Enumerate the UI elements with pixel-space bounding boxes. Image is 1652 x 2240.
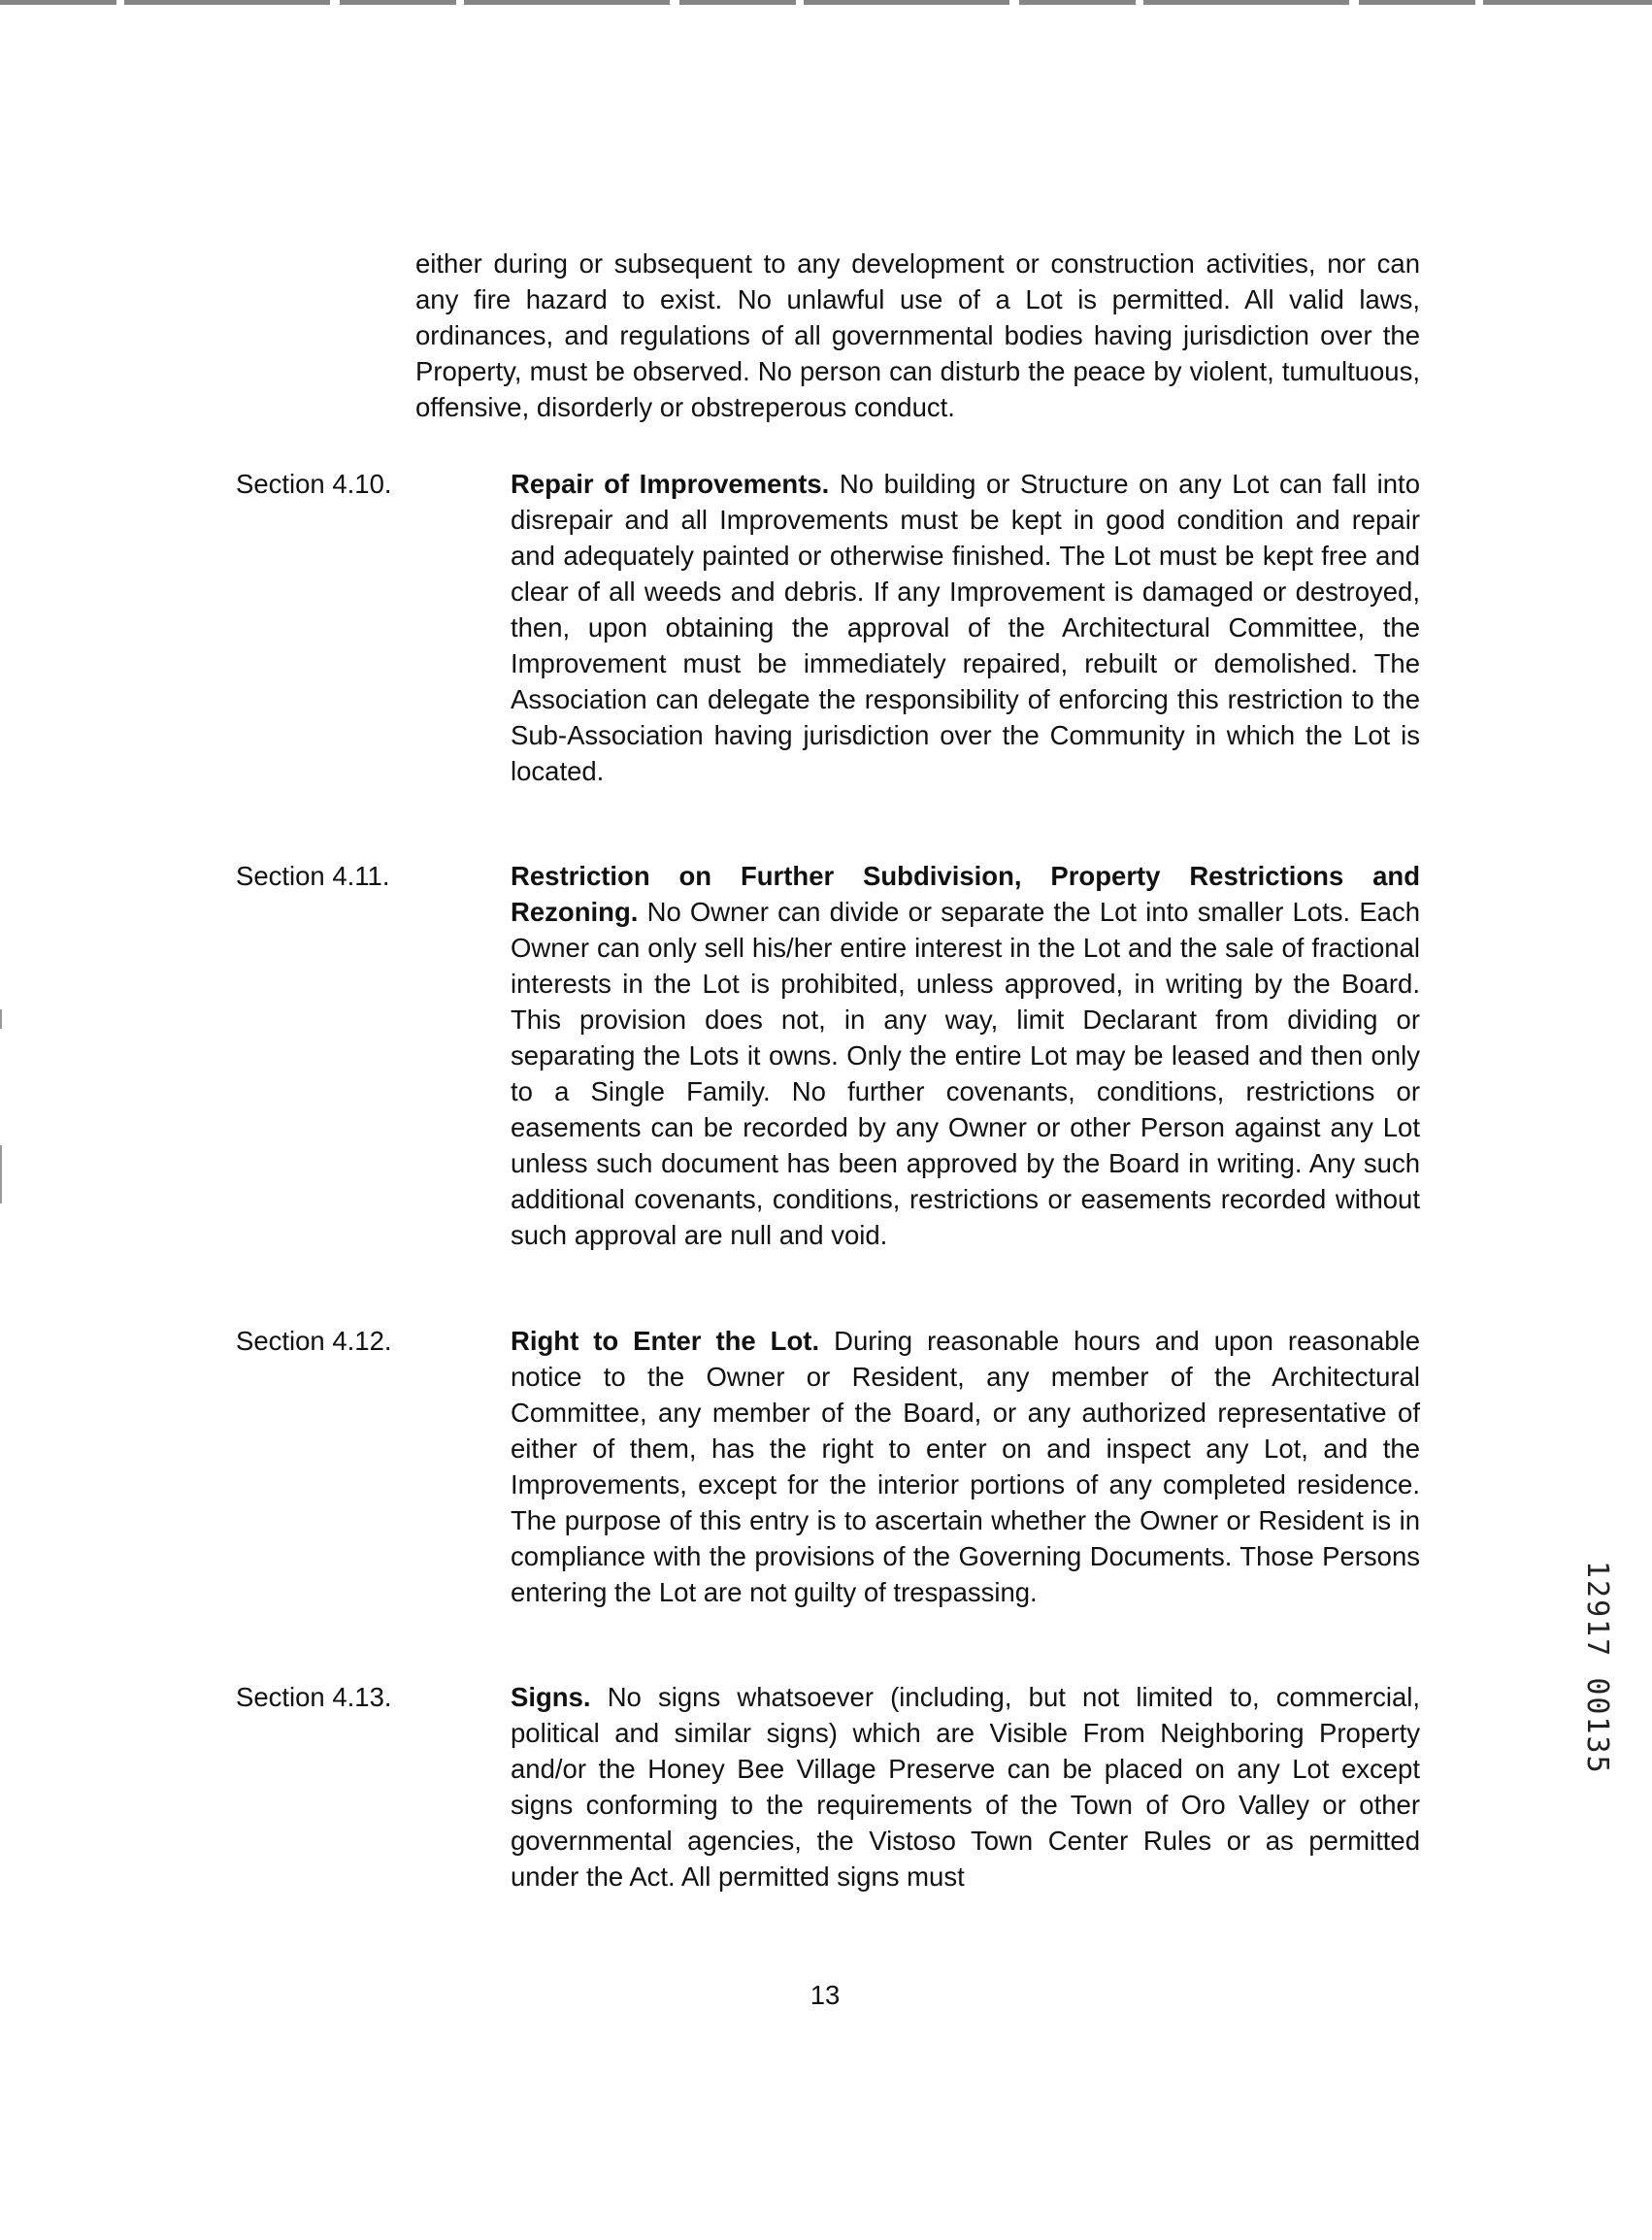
section-body (511, 466, 1420, 789)
section-label: Section 4.11. (236, 861, 390, 891)
section-text: No building or Structure on any Lot can fall into disrepair and all Improvements must be kept in good condition and repair and adequately painted or otherwise finished. The Lot must be kept free and clear of all weeds and debris. If any Improvement is damaged or destroyed, then, upon obtaining the approval of the Architectural Committee, the Improvement must be immediately repaired, rebuilt or demolished. The Association can delegate the responsibility of enforcing this restriction to the Sub-Association having jurisdiction over the Community in which the Lot is located. (511, 469, 1420, 786)
scan-edge-mark (0, 1145, 2, 1203)
section-body (511, 858, 1420, 1253)
page-number: 13 (809, 1980, 841, 2010)
section-body (511, 1679, 1420, 1894)
continuation-paragraph: either during or subsequent to any development or construction activities, nor can any fire hazard to exist. No unlawful use of a Lot is permitted. All valid laws, ordinances, and regulations of all governmental bodies having jurisdiction over the Property, must be observed. No person can disturb the peace by violent, tumultuous, offensive, disorderly or obstreperous conduct. (415, 248, 1420, 422)
section-text: No Owner can divide or separate the Lot into smaller Lots. Each Owner can only sell his/her entire interest in the Lot and the sale of fractional interests in the Lot is prohibited, unless approved, in writing by the Board. This provision does not, in any way, limit Declarant from dividing or separating the Lots it owns. Only the entire Lot may be leased and then only to a Single Family. No further covenants, conditions, restrictions or easements can be recorded by any Owner or other Person against any Lot unless such document has been approved by the Board in writing. Any such additional covenants, conditions, restrictions or easements recorded without such approval are null and void. (511, 897, 1421, 1250)
section-label: Section 4.13. (236, 1682, 392, 1712)
recording-stamp: 12917 00135 (1580, 1561, 1614, 1775)
section-body (511, 1323, 1420, 1610)
section-heading: Repair of Improvements. (511, 469, 830, 499)
section-heading: Restriction on Further Subdivision, Property Restrictions and Rezoning. (511, 861, 1420, 927)
scan-top-edge (0, 0, 1652, 5)
section-heading: Right to Enter the Lot. (511, 1326, 820, 1356)
section-heading: Signs. (511, 1682, 591, 1712)
scan-edge-mark (0, 1009, 2, 1029)
section-label: Section 4.10. (236, 469, 392, 499)
section-text: During reasonable hours and upon reasonable notice to the Owner or Resident, any member of the Architectural Committee, any member of the Board, or any authorized representative of either of them, has the right to enter on and inspect any Lot, and the Improvements, except for the interior portions of any completed residence. The purpose of this entry is to ascertain whether the Owner or Resident is in compliance with the provisions of the Governing Documents. Those Persons entering the Lot are not guilty of trespassing. (511, 1326, 1421, 1607)
section-label: Section 4.12. (236, 1326, 392, 1356)
section-text: No signs whatsoever (including, but not limited to, commercial, political and similar signs) which are Visible From Neighboring Property and/or the Honey Bee Village Preserve can be placed on any Lot except signs conforming to the requirements of the Town of Oro Valley or other governmental agencies, the Vistoso Town Center Rules or as permitted under the Act. All permitted signs must (511, 1682, 1421, 1892)
